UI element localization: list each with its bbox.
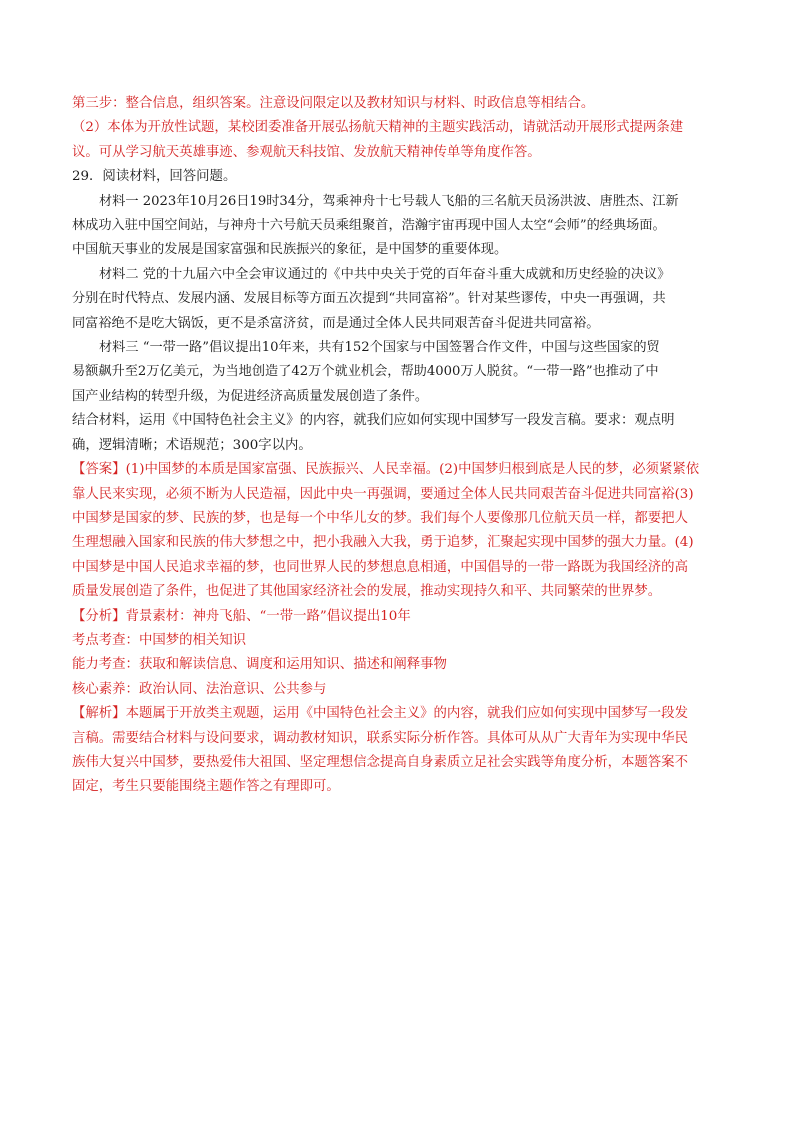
q2-line: 议。可从学习航天英雄事迹、参观航天科技馆、发放航天精神传单等角度作答。 bbox=[72, 144, 541, 160]
q29-title: 29．阅读材料，回答问题。 bbox=[72, 169, 237, 185]
explain-text: 本题属于开放类主观题，运用《中国特色社会主义》的内容，就我们应如何实现中国梦写一段发 bbox=[125, 706, 688, 722]
material-line: 中国航天事业的发展是国家富强和民族振兴的象征，是中国梦的重要体现。 bbox=[72, 242, 508, 258]
answer-line: 中国梦是国家的梦、民族的梦，也是每一个中华儿女的梦。我们每个人要像那几位航天员一样，都要把人 bbox=[72, 510, 688, 526]
explain-line bbox=[72, 702, 732, 726]
material-line: 同富裕绝不是吃大锅饭，更不是杀富济贫，而是通过全体人民共同艰苦奋斗促进共同富裕。 bbox=[72, 315, 600, 331]
explain-tag: 【解析】 bbox=[72, 706, 126, 722]
answer-line: 生理想融入国家和民族的伟大梦想之中，把小我融入大我，勇于追梦，汇聚起实现中国梦的强大力量。(4) bbox=[72, 535, 694, 551]
explain-line: 族伟大复兴中国梦，要热爱伟大祖国、坚定理想信念提高自身素质立足社会实践等角度分析，本题答案不 bbox=[72, 754, 688, 770]
material-line: 材料三 “一带一路”倡议提出10年来，共有152个国家与中国签署合作文件，中国与这些国家的贸 bbox=[99, 340, 660, 356]
material-two bbox=[72, 263, 732, 336]
answer-tag: 【答案】 bbox=[72, 462, 126, 478]
q2-line: （2）本体为开放性试题，某校团委准备开展弘扬航天精神的主题实践活动，请就活动开展形式提两条建 bbox=[72, 120, 684, 136]
step3-text: 第三步：整合信息，组织答案。注意设问限定以及教材知识与材料、时政信息等相结合。 bbox=[72, 96, 595, 111]
material-line: 国产业结构的转型升级，为促进经济高质量发展创造了条件。 bbox=[72, 388, 429, 404]
analysis-background: 背景素材：神舟飞船、“一带一路”倡议提出10年 bbox=[125, 608, 411, 624]
analysis-point: 考点考查：中国梦的相关知识 bbox=[72, 632, 247, 648]
explain-line: 言稿。需要结合材料与设问要求，调动教材知识，联系实际分析作答。具体可从从广大青年为实现中华民 bbox=[72, 730, 688, 746]
answer-line: 靠人民来实现，必须不断为人民造福，因此中央一再强调，要通过全体人民共同艰苦奋斗促进共同富裕(3) bbox=[72, 486, 694, 502]
analysis-ability: 能力考查：获取和解读信息、调度和运用知识、描述和阐释事物 bbox=[72, 657, 447, 673]
answer-text: (1)中国梦的本质是国家富强、民族振兴、人民幸福。(2)中国梦归根到底是人民的梦，必须紧紧依 bbox=[125, 462, 700, 478]
q2-answer bbox=[72, 116, 732, 165]
material-three bbox=[72, 336, 732, 409]
answer-line: 质量发展创造了条件，也促进了其他国家经济社会的发展，推动实现持久和平、共同繁荣的世界梦。 bbox=[72, 584, 662, 600]
analysis-literacy: 核心素养：政治认同、法治意识、公共参与 bbox=[72, 681, 327, 697]
material-line: 易额飙升至2万亿美元，为当地创造了42万个就业机会，帮助4000万人脱贫。“一带一路”也推动了中 bbox=[72, 364, 659, 380]
answer-block bbox=[72, 458, 732, 604]
answer-line bbox=[72, 458, 732, 482]
analysis-tag: 【分析】 bbox=[72, 608, 126, 624]
material-line: 分别在时代特点、发展内涵、发展目标等方面五次提到“共同富裕”。针对某些谬传，中央一再强调，共 bbox=[72, 291, 666, 307]
material-line: 林成功入驻中国空间站，与神舟十六号航天员乘组聚首，浩瀚宇宙再现中国人太空“会师”的经典场面。 bbox=[72, 218, 666, 234]
explain-line: 固定，考生只要能围绕主题作答之有理即可。 bbox=[72, 779, 340, 795]
material-line: 材料二 党的十九届六中全会审议通过的《中共中央关于党的百年奋斗重大成就和历史经验的决议》 bbox=[99, 266, 671, 282]
answer-line: 中国梦是中国人民追求幸福的梦，也同世界人民的梦想息息相通，中国倡导的一带一路既为我国经济的高 bbox=[72, 559, 688, 575]
document-page bbox=[72, 92, 732, 800]
explain-block bbox=[72, 702, 732, 800]
question-prompt bbox=[72, 409, 732, 458]
prompt-line: 确，逻辑清晰；术语规范；300字以内。 bbox=[72, 437, 312, 453]
analysis-block bbox=[72, 605, 732, 703]
material-line: 材料一 2023年10月26日19时34分，驾乘神舟十七号载人飞船的三名航天员汤洪波、唐胜杰、江新 bbox=[99, 193, 679, 209]
material-one bbox=[72, 190, 732, 263]
prompt-line: 结合材料，运用《中国特色社会主义》的内容，就我们应如何实现中国梦写一段发言稿。要求：观点明 bbox=[72, 413, 675, 429]
analysis-line bbox=[72, 605, 732, 629]
